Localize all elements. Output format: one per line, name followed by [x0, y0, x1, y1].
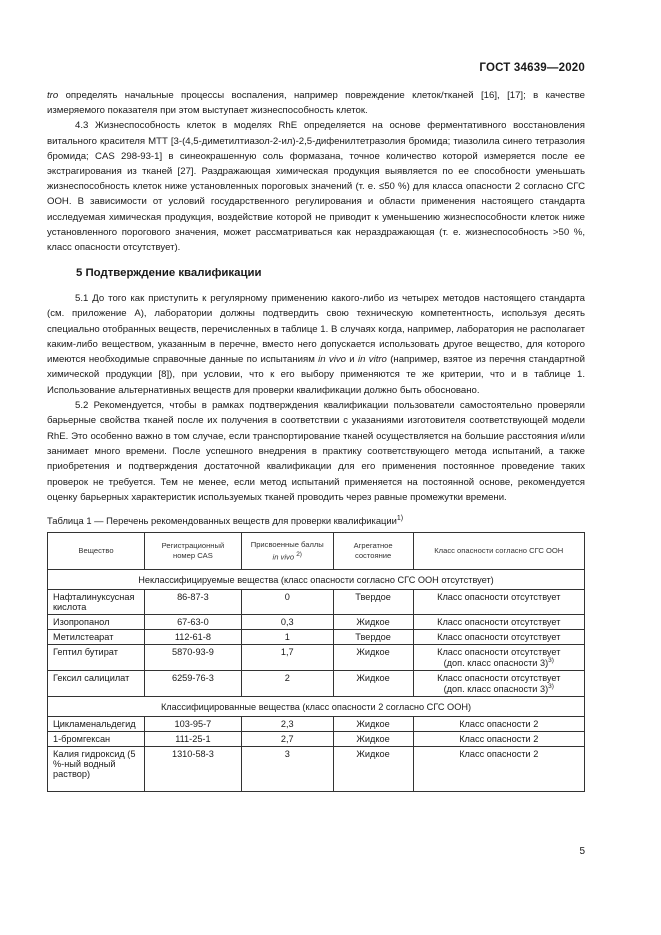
- cell-cas: 67-63-0: [144, 615, 241, 630]
- header-score-footnote: 2): [296, 550, 302, 558]
- cell-score: 2: [241, 671, 333, 697]
- table-row: [48, 630, 585, 645]
- cell-substance: Цикламенальдегид: [48, 717, 145, 732]
- paragraph-text: и: [345, 354, 358, 366]
- cell-hazard: Класс опасности 2: [413, 732, 584, 747]
- cell-score: 2,7: [241, 732, 333, 747]
- header-state: Агрегатное состояние: [333, 533, 413, 570]
- cell-hazard: Класс опасности 2: [413, 747, 584, 792]
- cell-cas: 6259-76-3: [144, 671, 241, 697]
- cell-hazard: Класс опасности отсутствует: [413, 630, 584, 645]
- paragraph-5-2: 5.2 Рекомендуется, чтобы в рамках подтверждения квалификации пользователи самостоятельно проверяли барьерные свойства тканей после их получения в соответствии с указаниями изготовителя соответствующей модели RhE. Это особенно важно в том случае, если транспортирование тканей осуществляется на большие расстояния и/или занимает много времени. После успешного внедрения в практику соответствующего метода испытаний, а также приобретения и подтверждения достаточной квалификации для его применения постоянное проведение таких проверок не требуется. Тем не менее, если метод испытаний применяется на постоянной основе, рекомендуется оценку барьерных характеристик используемых тканей проводить через равные промежутки времени.: [47, 400, 585, 503]
- cell-score: 0,3: [241, 615, 333, 630]
- cell-state: Жидкое: [333, 747, 413, 792]
- cell-state: Жидкое: [333, 645, 413, 671]
- cell-state: Жидкое: [333, 615, 413, 630]
- cell-score: 1: [241, 630, 333, 645]
- paragraph-4-3: 4.3 Жизнеспособность клеток в моделях RhE определяется на основе ферментативного восстановления витального красителя МТТ [3-(4,5-диметилтиазол-2-ил)-2,5-дифенилтетразолия бромида; тиазолила синего тетразолия бромида; CAS 298-93-1] в синеокрашенную соль формазана, точное количество которой измеряется после ее экстрагирования из тканей [27]. Раздражающая химическая продукция выявляется по ее способности уменьшать жизнеспособность клеток ниже установленных пороговых значений (т. е. ≤50 %) для класса опасности 2 согласно СГС ООН. В зависимости от условий государственного регулирования и области применения настоящего стандарта исследуемая химическая продукция, воздействие которой не приводит к уменьшению жизнеспособности клеток ниже установленного порогового значения, может рассматриваться как нераздражающая (т. е. жизнеспособность >50 %, класс опасности отсутствует).: [47, 120, 585, 254]
- cell-cas: 112-61-8: [144, 630, 241, 645]
- italic-term: in vivo: [318, 354, 346, 366]
- cell-state: Жидкое: [333, 732, 413, 747]
- header-score: [241, 533, 333, 570]
- cell-hazard: Класс опасности отсутствует: [413, 590, 584, 615]
- cell-cas: 111-25-1: [144, 732, 241, 747]
- table-row: [48, 732, 585, 747]
- paragraph-5-1: [47, 291, 585, 398]
- caption-text: Таблица 1 — Перечень рекомендованных веществ для проверки квалификации: [47, 515, 397, 527]
- header-cas: Регистрационный номер CAS: [144, 533, 241, 570]
- group-label: Классифицированные вещества (класс опасности 2 согласно СГС ООН): [48, 697, 585, 717]
- hazard-footnote: 3): [548, 657, 554, 664]
- header-score-italic: in vivo: [272, 552, 295, 562]
- cell-substance: Метилстеарат: [48, 630, 145, 645]
- hazard-text: Класс опасности отсутствует: [437, 647, 561, 657]
- hazard-text: Класс опасности отсутствует: [437, 673, 561, 684]
- cell-substance: Нафталинуксусная кислота: [48, 590, 145, 615]
- caption-footnote: 1): [396, 515, 404, 522]
- group-row: [48, 697, 585, 717]
- italic-term: in vitro: [357, 354, 387, 366]
- cell-substance: Изопропанол: [48, 615, 145, 630]
- substances-table: [47, 532, 585, 792]
- group-row: [48, 570, 585, 590]
- hazard-extra: (доп. класс опасности 3): [443, 658, 549, 669]
- group-label: Неклассифицируемые вещества (класс опасности согласно СГС ООН отсутствует): [48, 570, 585, 590]
- section-5-text: [47, 291, 585, 505]
- cell-score: 2,3: [241, 717, 333, 732]
- paragraph-text: 5.1 До того как приступить к регулярному применению какого-либо из четырех методов настоящего стандарта (см. приложение А), лаборатории должны подтвердить свою техническую компетентность, используя десять специально отобранных веществ, перечисленных в таблице 1. В случаях когда, например, лаборатория не располагает каким-либо веществом, указанным в перечне, вместо него допускается использовать другое вещество, для которого имеются необходимые справочные данные по испытаниям: [47, 293, 585, 366]
- table-row: [48, 747, 585, 792]
- cell-cas: 1310-58-3: [144, 747, 241, 792]
- cell-score: 3: [241, 747, 333, 792]
- cell-state: Твердое: [333, 590, 413, 615]
- header-hazard: Класс опасности согласно СГС ООН: [413, 533, 584, 570]
- cell-score: 0: [241, 590, 333, 615]
- hazard-footnote: 3): [548, 683, 554, 691]
- cell-hazard: [413, 671, 584, 697]
- cell-state: Твердое: [333, 630, 413, 645]
- table-row: [48, 717, 585, 732]
- header-substance: Вещество: [48, 533, 145, 570]
- table-caption: [47, 515, 403, 526]
- paragraph-text: (например, взятое из перечня стандартной химической продукции [8]), при условии, что к его выбору применяются те же критерии, что и в таблице 1. Использование альтернативных веществ для проверки квалификации должно быть обосновано.: [47, 354, 585, 396]
- table-row: [48, 671, 585, 697]
- table-row: [48, 590, 585, 615]
- header-score-text: Присвоенные баллы: [250, 539, 324, 549]
- cell-state: Жидкое: [333, 717, 413, 732]
- italic-term: tro: [47, 90, 59, 101]
- paragraph-text: определять начальные процессы воспаления, например повреждение клеток/тканей [16], [17]; в качестве измеряемого показателя при этом выступает жизнеспособность клеток.: [47, 90, 585, 117]
- cell-hazard: Класс опасности 2: [413, 717, 584, 732]
- cell-substance: 1-бромгексан: [48, 732, 145, 747]
- table-row: [48, 645, 585, 671]
- cell-score: 1,7: [241, 645, 333, 671]
- document-header: ГОСТ 34639—2020: [479, 62, 585, 74]
- page-number: 5: [579, 846, 585, 857]
- cell-cas: 86-87-3: [144, 590, 241, 615]
- cell-substance: Гексил салицилат: [48, 671, 145, 697]
- cell-cas: 5870-93-9: [144, 645, 241, 671]
- table-header-row: [48, 533, 585, 570]
- section-title: 5 Подтверждение квалификации: [76, 267, 262, 279]
- cell-substance: Гептил бутират: [48, 645, 145, 671]
- cell-state: Жидкое: [333, 671, 413, 697]
- cell-substance: Калия гидроксид (5 %-ный водный раствор): [48, 747, 145, 792]
- paragraph-continuation: [47, 88, 585, 118]
- table-row: [48, 615, 585, 630]
- cell-hazard: Класс опасности отсутствует: [413, 615, 584, 630]
- cell-hazard: [413, 645, 584, 671]
- hazard-extra: (доп. класс опасности 3): [443, 684, 549, 695]
- cell-cas: 103-95-7: [144, 717, 241, 732]
- intro-text: [47, 88, 585, 255]
